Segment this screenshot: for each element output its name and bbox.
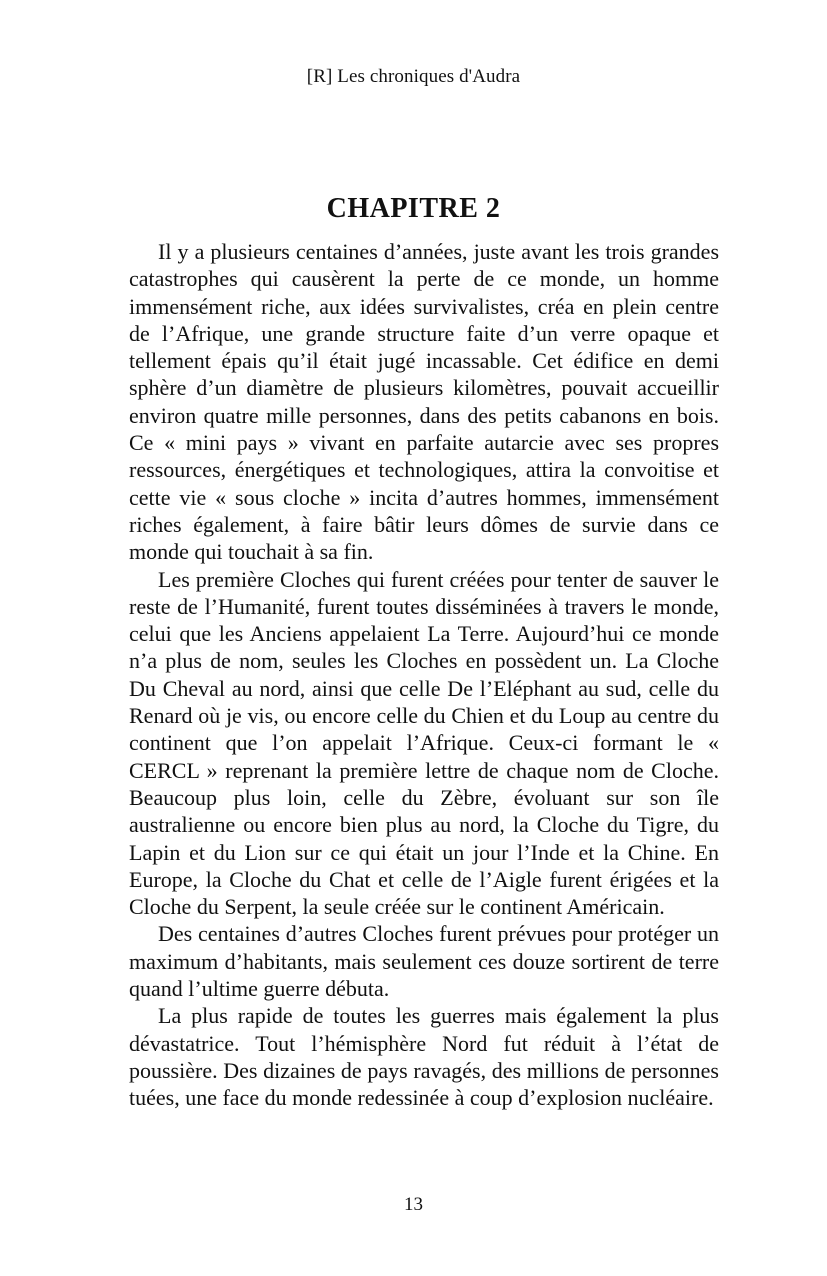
running-header: [R] Les chroniques d'Audra xyxy=(306,66,521,87)
paragraph: Les première Cloches qui furent créées pour tenter de sauver le reste de l’Humanité, furent toutes disséminées à travers le monde, celui que les Anciens appelaient La Terre. Aujourd’hui ce monde n’a plus de nom, seules les Cloches en possèdent un. La Cloche Du Cheval au nord, ainsi que celle De l’Eléphant au sud, celle du Renard où je vis, ou encore celle du Chien et du Loup au centre du continent que l’on appelait l’Afrique. Ceux-ci formant le « CERCL » reprenant la première lettre de chaque nom de Cloche. Beaucoup plus loin, celle du Zèbre, évoluant sur son île australienne ou encore bien plus au nord, la Cloche du Tigre, du Lapin et du Lion sur ce qui était un jour l’Inde et la Chine. En Europe, la Cloche du Chat et celle de l’Aigle furent érigées et la Cloche du Serpent, la seule créée sur le continent Américain. xyxy=(129,566,719,920)
chapter-body xyxy=(129,238,719,1112)
chapter-title: CHAPITRE 2 xyxy=(326,193,501,224)
paragraph: La plus rapide de toutes les guerres mais également la plus dévastatrice. Tout l’hémisphère Nord fut réduit à l’état de poussière. Des dizaines de pays ravagés, des millions de personnes tuées, une face du monde redessinée à coup d’explosion nucléaire. xyxy=(129,1003,719,1111)
paragraph: Il y a plusieurs centaines d’années, juste avant les trois grandes catastrophes qui causèrent la perte de ce monde, un homme immensément riche, aux idées survivalistes, créa en plein centre de l’Afrique, une grande structure faite d’un verre opaque et tellement épais qu’il était jugé incassable. Cet édifice en demi sphère d’un diamètre de plusieurs kilomètres, pouvait accueillir environ quatre mille personnes, dans des petits cabanons en bois. Ce « mini pays » vivant en parfaite autarcie avec ses propres ressources, énergétiques et technologiques, attira la convoitise et cette vie « sous cloche » incita d’autres hommes, immensément riches également, à faire bâtir leurs dômes de survie dans ce monde qui touchait à sa fin. xyxy=(129,239,719,565)
page-number: 13 xyxy=(404,1194,423,1215)
paragraph: Des centaines d’autres Cloches furent prévues pour protéger un maximum d’habitants, mais seulement ces douze sortirent de terre quand l’ultime guerre débuta. xyxy=(129,921,719,1002)
